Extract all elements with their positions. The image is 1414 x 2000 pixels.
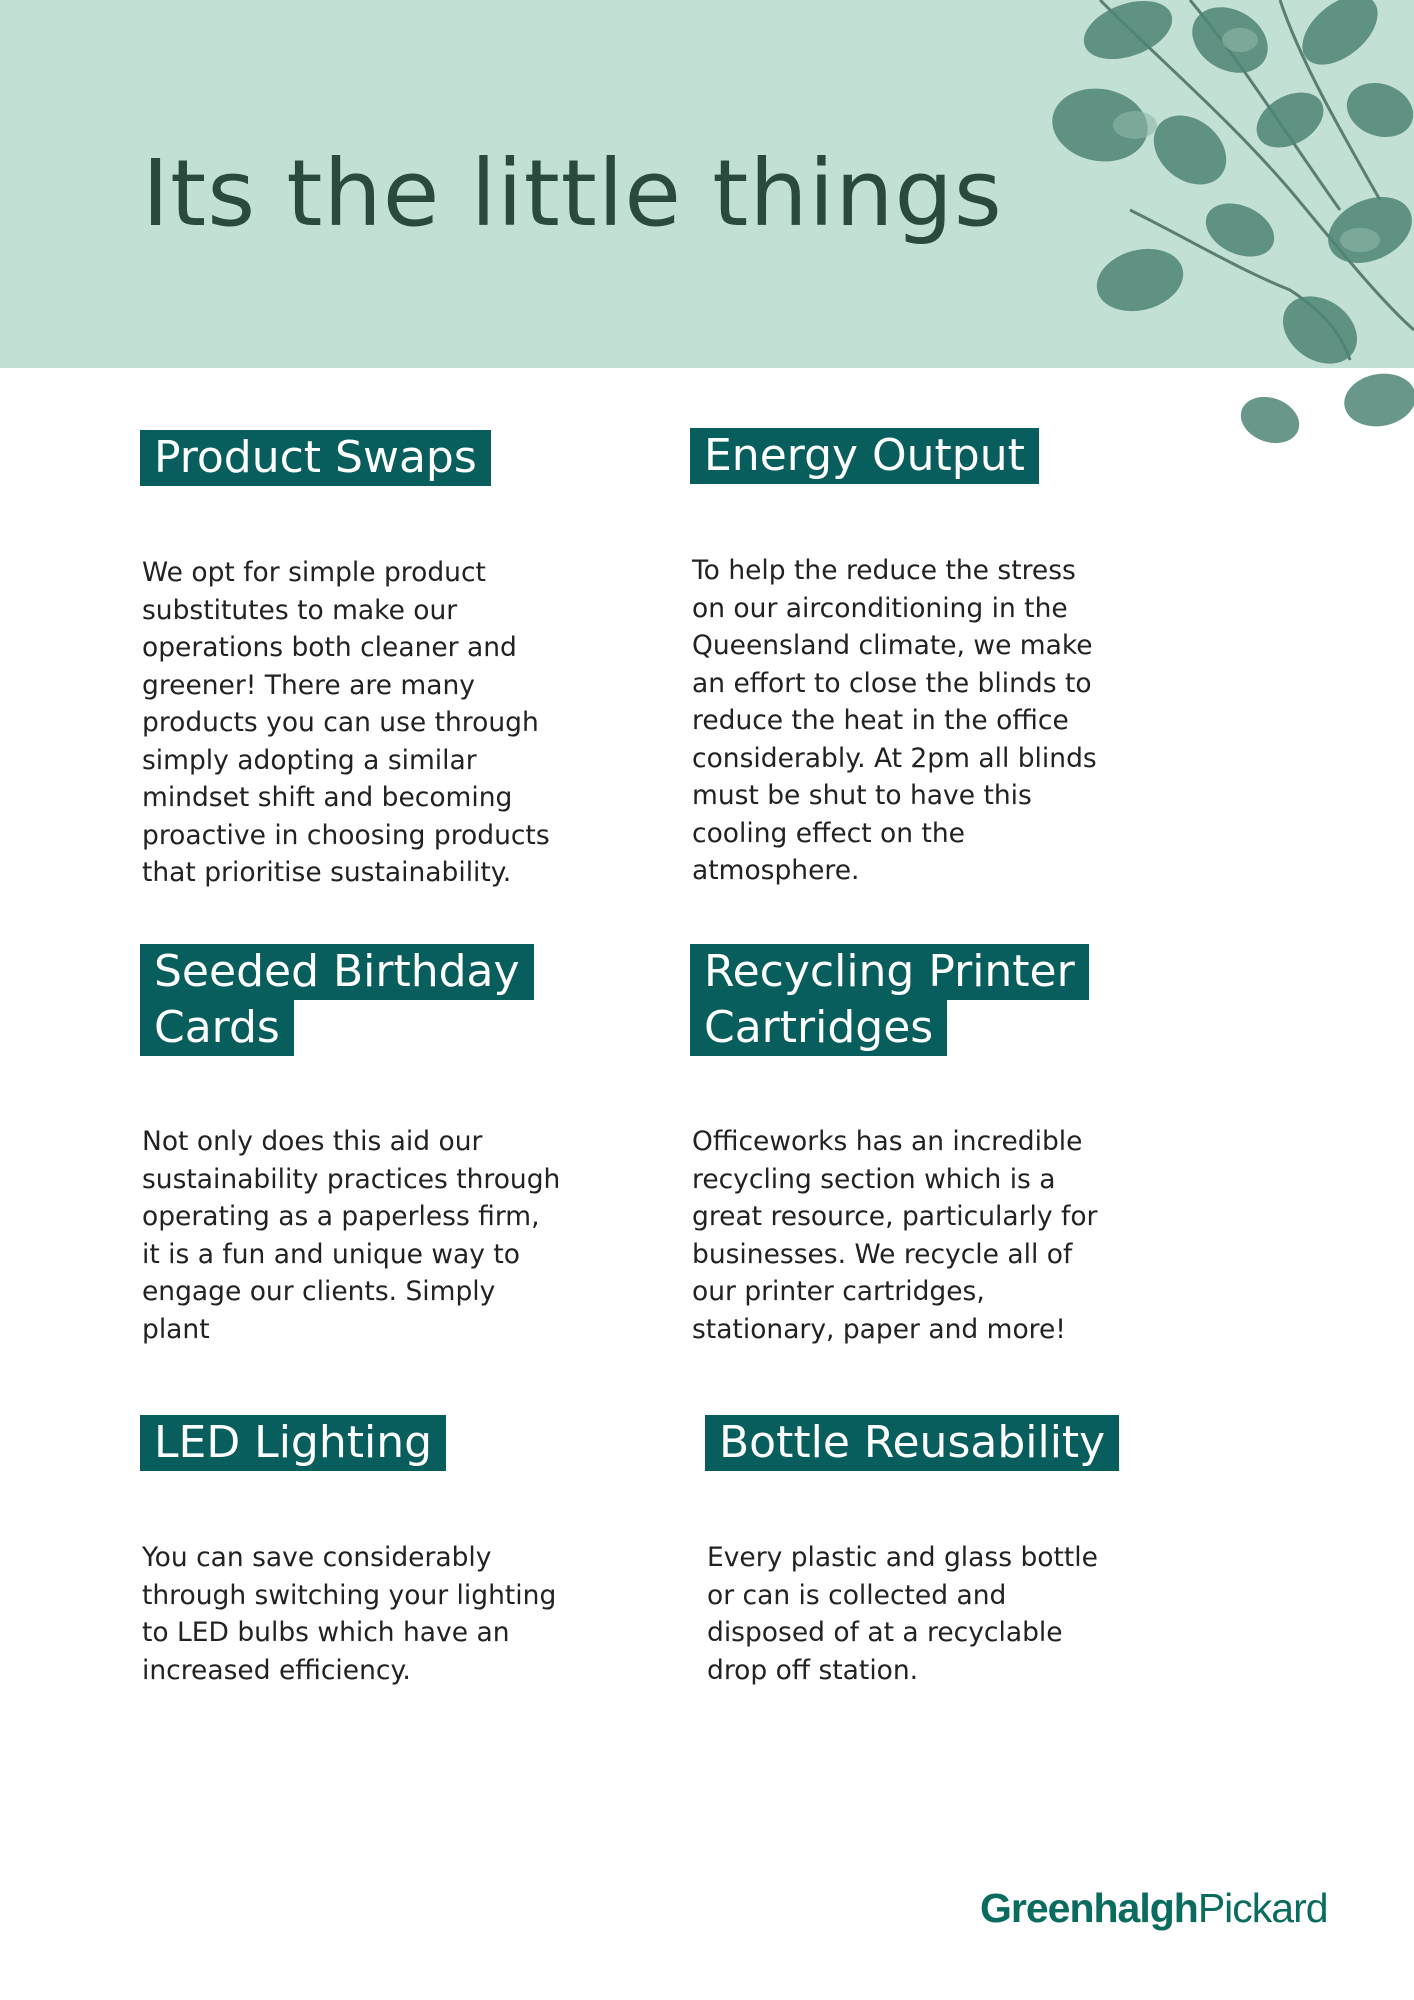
heading-led-lighting (140, 1415, 446, 1471)
page-title: Its the little things (142, 140, 1003, 247)
heading-bottle-reusability (705, 1415, 1119, 1471)
body-seeded-birthday-cards: Not only does this aid our sustainability practices through operating as a paperless firm, it is a fun and unique way to engage our clients. Simply plant (142, 1126, 561, 1345)
body-product-swaps: We opt for simple product substitutes to make our operations both cleaner and greener! There are many products you can use through simply adopting a similar mindset shift and becoming proactive in choosing products that prioritise sustainability. (142, 557, 550, 888)
heading-line: Recycling Printer (690, 944, 1089, 1000)
body-bottle-reusability: Every plastic and glass bottle or can is collected and disposed of at a recyclable drop off station. (707, 1542, 1098, 1686)
company-logo (980, 1885, 1328, 1932)
heading-recycling-printer-cartridges (690, 944, 1089, 1056)
heading-line: LED Lighting (140, 1415, 446, 1471)
heading-line: Cartridges (690, 1000, 947, 1056)
heading-line: Seeded Birthday (140, 944, 534, 1000)
body-recycling-printer-cartridges: Officeworks has an incredible recycling section which is a great resource, particularly for businesses. We recycle all of our printer cartridges, stationary, paper and more! (692, 1126, 1098, 1345)
body-energy-output: To help the reduce the stress on our airconditioning in the Queensland climate, we make an effort to close the blinds to reduce the heat in the office considerably. At 2pm all blinds must be shut to have this cooling effect on the atmosphere. (692, 555, 1097, 886)
heading-line: Energy Output (690, 428, 1039, 484)
body-led-lighting: You can save considerably through switching your lighting to LED bulbs which have an increased efficiency. (142, 1542, 557, 1686)
heading-seeded-birthday-cards (140, 944, 534, 1056)
heading-line: Bottle Reusability (705, 1415, 1119, 1471)
eucalyptus-leaves-icon (1040, 0, 1414, 480)
heading-product-swaps (140, 430, 491, 486)
logo-part1: Greenhalgh (980, 1885, 1198, 1931)
heading-line: Product Swaps (140, 430, 491, 486)
logo-part2: Pickard (1197, 1885, 1328, 1931)
heading-line: Cards (140, 1000, 294, 1056)
heading-energy-output (690, 428, 1039, 484)
